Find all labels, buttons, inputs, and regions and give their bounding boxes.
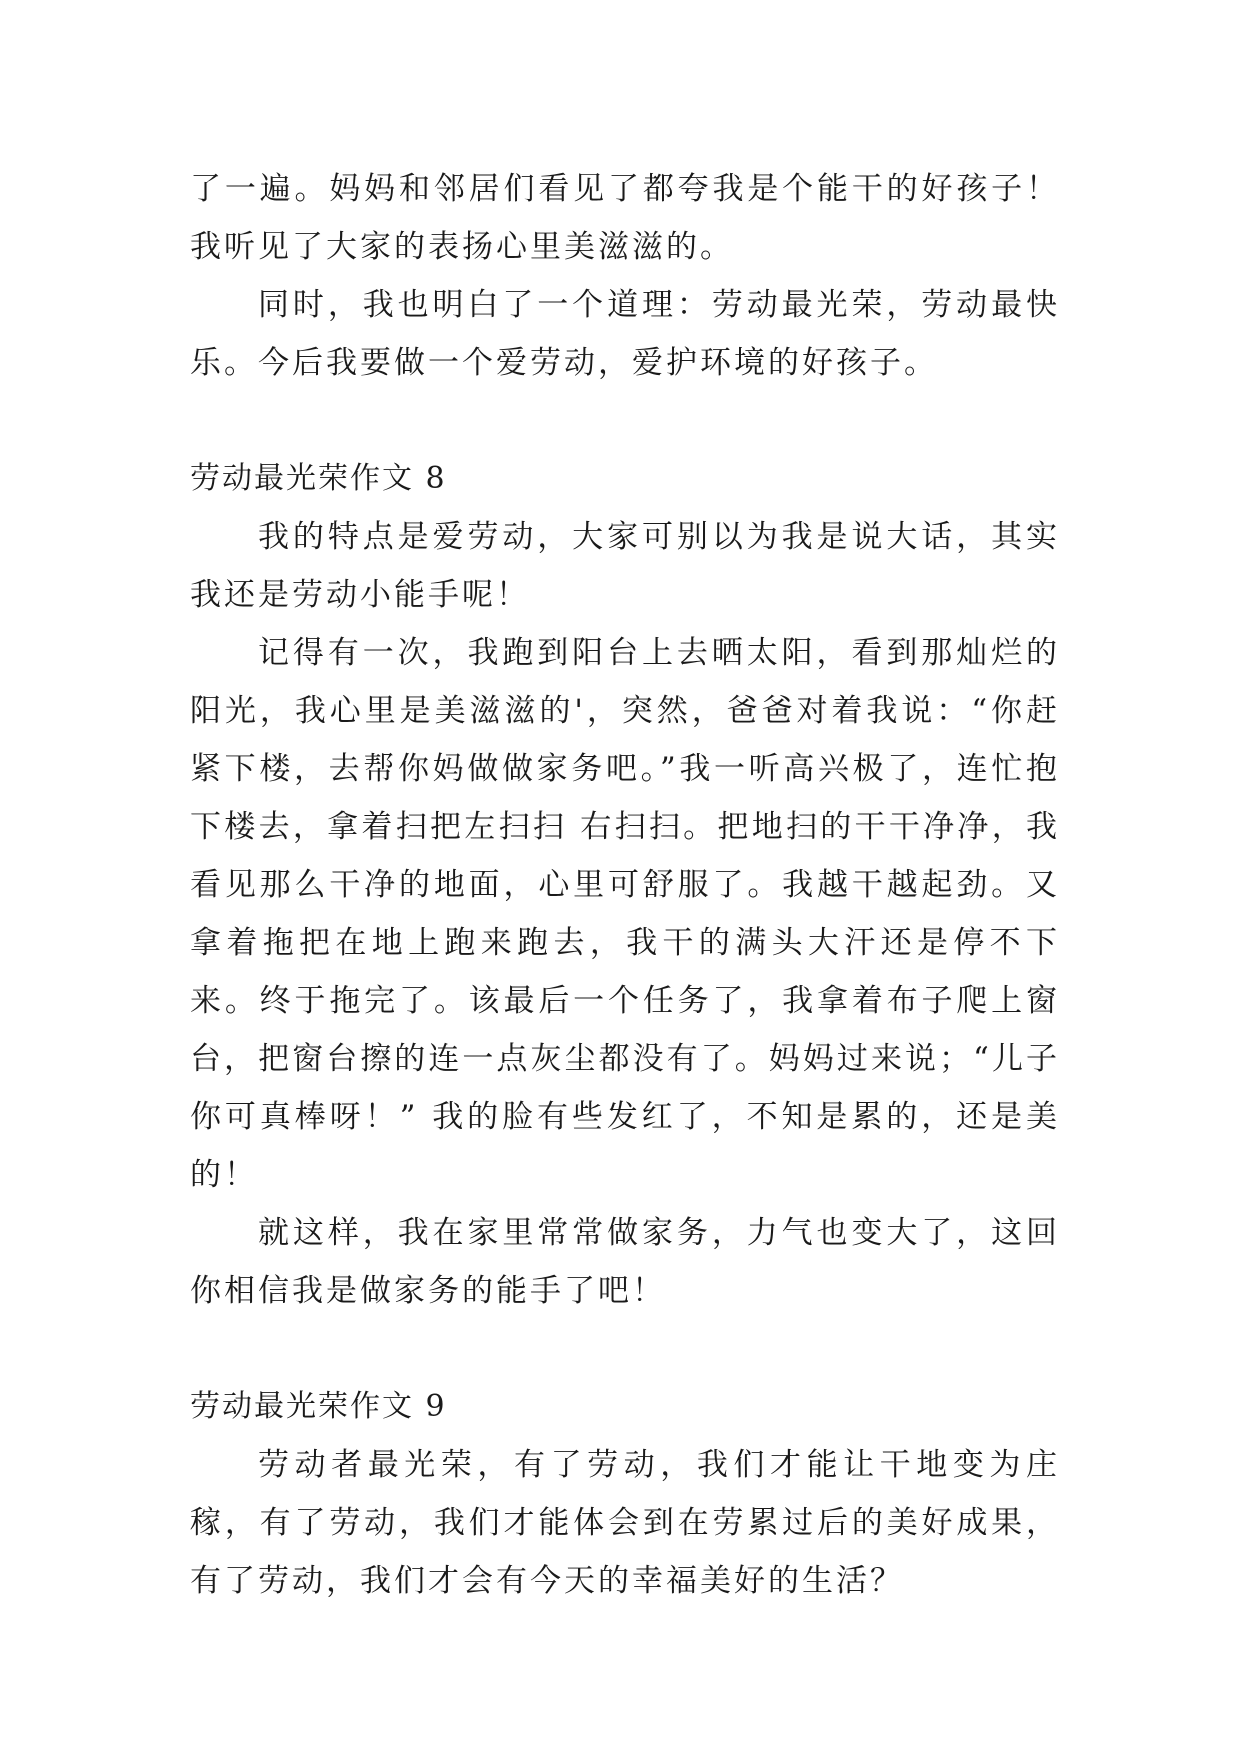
continued-paragraph: 了一遍。妈妈和邻居们看见了都夸我是个能干的好孩子！我听见了大家的表扬心里美滋滋的。 [190, 171, 1060, 265]
closing-paragraph: 同时，我也明白了一个道理：劳动最光荣，劳动最快乐。今后我要做一个爱劳动，爱护环境的好孩子。 [190, 287, 1060, 381]
essay-9-title: 劳动最光荣作文 9 [190, 1389, 447, 1424]
essay-9-paragraph: 劳动者最光荣，有了劳动，我们才能让干地变为庄稼，有了劳动，我们才能体会到在劳累过后的美好成果，有了劳动，我们才会有今天的幸福美好的生活？ [190, 1447, 1060, 1599]
document-body [190, 160, 1060, 1610]
essay-8-paragraph: 就这样，我在家里常常做家务，力气也变大了，这回你相信我是做家务的能手了吧！ [190, 1215, 1060, 1309]
essay-8-title: 劳动最光荣作文 8 [190, 461, 447, 496]
essay-8-paragraph: 记得有一次，我跑到阳台上去晒太阳，看到那灿烂的阳光，我心里是美滋滋的'，突然，爸爸对着我说：“你赶紧下楼，去帮你妈做做家务吧。”我一听高兴极了，连忙抱下楼去，拿着扫把左扫扫 右扫扫。把地扫的干干净净，我看见那么干净的地面，心里可舒服了。我越干越起劲。又拿着拖把在地上跑来跑去，我干的满头大汗还是停不下来。终于拖完了。该最后一个任务了，我拿着布子爬上窗 台，把窗台擦的连一点灰尘都没有了。妈妈过来说；“儿子你可真棒呀！” 我的脸有些发红了，不知是累的，还是美的！ [190, 635, 1060, 1193]
essay-8-paragraph: 我的特点是爱劳动，大家可别以为我是说大话，其实我还是劳动小能手呢！ [190, 519, 1060, 613]
